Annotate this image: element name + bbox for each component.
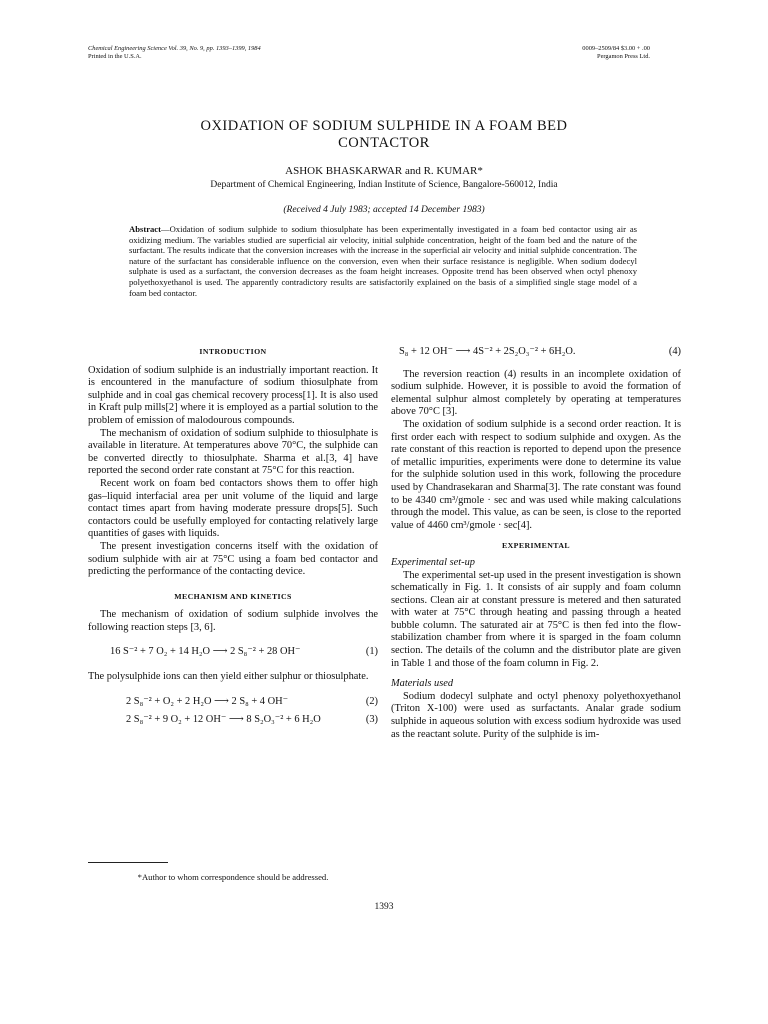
- left-column: [88, 346, 378, 733]
- subsection-heading-setup: Experimental set-up: [391, 556, 475, 568]
- running-header-right: [582, 45, 650, 61]
- paper-title-line1: OXIDATION OF SODIUM SULPHIDE IN A FOAM BED: [200, 118, 568, 134]
- equation-1-body: 16 S⁻² + 7 O₂ + 14 H₂O ⟶ 2 S₈⁻² + 28 OH⁻: [110, 646, 301, 658]
- paragraph: Sodium dodecyl sulphate and octyl phenoxy polyethoxyethanol (Triton X-100) were used as surfactants. Analar grade sodium sulphide in aqueous solution with excess sodium hydroxide was used as the reactant solute. Purity of the sulphide is im-: [391, 690, 681, 740]
- paragraph: The experimental set-up used in the present investigation is shown schematically in Fig. 1. It consists of air supply and foam column sections. Clean air at constant pressure is metered and then saturated with water at 75°C through heating and passing through a heated bubble column. The saturated air at 75°C is then fed into the flow-stabilization chamber from where it is sparged in the foam column section. The details of the column and the distributor plate are given in Table 1 and those of the foam column in Fig. 2.: [391, 569, 681, 669]
- paragraph: The oxidation of sodium sulphide is a second order reaction. It is first order each with respect to sodium sulphide and oxygen. As the rate constant of this reaction is reported to depend upon the presence of metallic impurities, experiments were done to determine its value for the sulphide solution used in this work, following the procedure used by Chandrasekaran and Sharma[3]. The rate constant was found to be 4340 cm³/gmole · sec and was used while making calculations through the model. This value, as can be seen, is close to the reported value of 4460 cm³/gmole · sec[4].: [391, 418, 681, 531]
- equation-2-number: (2): [365, 695, 378, 707]
- authors: ASHOK BHASKARWAR and R. KUMAR*: [285, 165, 483, 177]
- right-column: [391, 346, 681, 741]
- equation-1: [110, 646, 378, 659]
- journal-citation: Chemical Engineering Science Vol. 39, No. 9, pp. 1393–1399, 1984: [88, 45, 261, 52]
- equation-2: [126, 696, 378, 709]
- abstract-text: —Oxidation of sodium sulphide to sodium thiosulphate has been experimentally investigated in a foam bed contactor using air as oxidizing medium. The variables studied are superficial air velocity, initial sulphide concentration, height of the foam bed and the nature of the surfactant. The results indicate that the conversion increases with the increase in the superficial air velocity and initial sulphide concentration. The nature of the surfactant has considerable influence on the conversion, even when their surface resistance is negligible. When sodium dodecyl sulphate is used as a surfactant, the conversion decreases as the foam height increases. Opposite trend has been observed when octyl phenoxy polyethoxyethanol is used. The apparently contradictory results are satisfactorily explained on the basis of a simplified single stage model of a foam bed contactor.: [129, 224, 637, 298]
- section-heading-mechanism: MECHANISM AND KINETICS: [174, 591, 292, 601]
- publisher: Pergamon Press Ltd.: [597, 53, 650, 60]
- section-heading-experimental: EXPERIMENTAL: [502, 541, 570, 551]
- abstract-label: Abstract: [129, 224, 161, 234]
- paragraph: The present investigation concerns itself with the oxidation of sodium sulphide with air at 75°C using a foam bed contactor and predicting the performance of the contacting device.: [88, 540, 378, 578]
- equation-3: [126, 714, 378, 727]
- equation-4-number: (4): [668, 346, 681, 357]
- equation-4: [399, 346, 681, 359]
- equation-4-body: S₈ + 12 OH⁻ ⟶ 4S⁻² + 2S₂O₃⁻² + 6H₂O.: [399, 346, 576, 357]
- section-heading-introduction: INTRODUCTION: [199, 347, 267, 356]
- paragraph: The mechanism of oxidation of sodium sulphide to thiosulphate is available in literature. At temperatures above 70°C, the sulphide can be converted directly to thiosulphate. Sharma et al.[3, 4] have reported the second order rate constant at 75°C for this reaction.: [88, 427, 378, 477]
- paragraph: The mechanism of oxidation of sodium sulphide involves the following reaction steps [3, 6].: [88, 609, 378, 633]
- printed-in: Printed in the U.S.A.: [88, 53, 142, 60]
- paragraph: Recent work on foam bed contactors shows them to offer high gas–liquid interfacial area per unit volume of the liquid and large contact times apart from having moderate pressure drops[5]. Such contactors could be usefully employed for contacting relatively large quantities of gases with liquids.: [88, 477, 378, 540]
- footnote-rule: [88, 862, 168, 863]
- equation-1-number: (1): [365, 646, 378, 658]
- paragraph: The reversion reaction (4) results in an incomplete oxidation of sodium sulphide. However, it is possible to avoid the formation of elemental sulphur almost completely by operating at temperatures above 70°C [3].: [391, 368, 681, 418]
- equation-2-body: 2 S₈⁻² + O₂ + 2 H₂O ⟶ 2 S₈ + 4 OH⁻: [126, 695, 289, 707]
- running-header-left: [88, 45, 261, 61]
- affiliation: Department of Chemical Engineering, Indian Institute of Science, Bangalore-560012, India: [210, 180, 558, 190]
- paper-title: [0, 118, 768, 152]
- paragraph: Oxidation of sodium sulphide is an industrially important reaction. It is encountered in the manufacture of sodium thiosulphate from sulphide and in coal gas chemical recovery process[1]. It is also used in Kraft pulp mills[2] where it is employed as a partial solution to the problem of emission of malodourous compounds.: [88, 364, 378, 426]
- article-code: 0009–2509/84 $3.00 + .00: [582, 45, 650, 52]
- abstract: [129, 224, 637, 298]
- equation-3-body: 2 S₈⁻² + 9 O₂ + 12 OH⁻ ⟶ 8 S₂O₃⁻² + 6 H₂O: [126, 714, 321, 726]
- equation-3-number: (3): [365, 714, 378, 726]
- received-dates: (Received 4 July 1983; accepted 14 December 1983): [283, 205, 485, 215]
- subsection-heading-materials: Materials used: [391, 678, 454, 690]
- page-number: 1393: [374, 902, 394, 912]
- paragraph: The polysulphide ions can then yield either sulphur or thiosulphate.: [88, 671, 369, 683]
- footnote: *Author to whom correspondence should be addressed.: [137, 872, 329, 882]
- paper-title-line2: CONTACTOR: [338, 135, 430, 151]
